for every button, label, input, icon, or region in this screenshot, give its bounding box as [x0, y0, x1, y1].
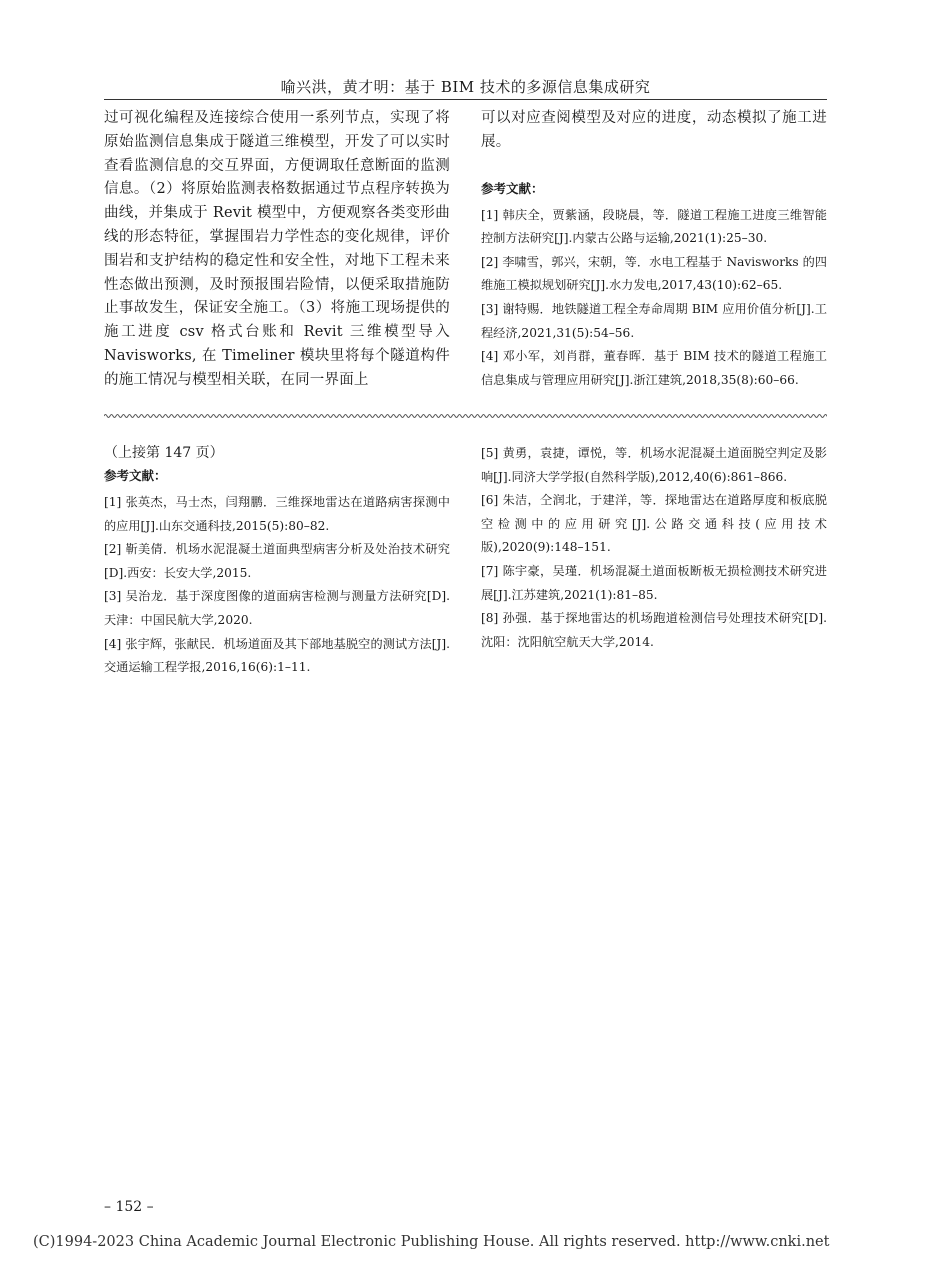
lower-left-column: [104, 442, 450, 680]
references-heading: 参考文献：: [481, 180, 544, 196]
reference-item: [4] 张宇辉，张献民．机场道面及其下部地基脱空的测试方法[J].交通运输工程学报,2016,16(6):1–11.: [104, 636, 450, 675]
reference-item: [5] 黄勇，袁捷，谭悦，等．机场水泥混凝土道面脱空判定及影响[J].同济大学学报(自然科学版),2012,40(6):861–866.: [481, 446, 827, 484]
wavy-separator: [104, 412, 827, 420]
header-rule: [104, 99, 827, 100]
reference-item: [7] 陈宇豪，吴瑾．机场混凝土道面板断板无损检测技术研究进展[J].江苏建筑,2021(1):81–85.: [481, 563, 827, 602]
references-heading: 参考文献：: [104, 468, 167, 483]
copyright-notice: (C)1994-2023 China Academic Journal Electronic Publishing House. All rights reserved. http://www.cnki.net: [33, 1234, 830, 1250]
reference-item: [1] 韩庆全，贾紫涵，段晓晨，等．隧道工程施工进度三维智能控制方法研究[J].内蒙古公路与运输,2021(1):25–30.: [481, 207, 827, 246]
continued-from-note: （上接第 147 页）: [104, 445, 224, 461]
reference-item: [1] 张英杰，马士杰，闫翔鹏．三维探地雷达在道路病害探测中的应用[J].山东交通科技,2015(5):80–82.: [104, 495, 450, 533]
body-paragraph-end: 可以对应查阅模型及对应的进度，动态模拟了施工进展。: [481, 110, 827, 150]
reference-item: [4] 邓小军，刘肖群，董春晖．基于 BIM 技术的隧道工程施工信息集成与管理应用研究[J].浙江建筑,2018,35(8):60–66.: [481, 349, 827, 387]
upper-left-column: [104, 107, 450, 393]
lower-right-column: [481, 442, 827, 654]
body-paragraph: 过可视化编程及连接综合使用一系列节点，实现了将原始监测信息集成于隧道三维模型，开发了可以实时查看监测信息的交互界面，方便调取任意断面的监测信息。（2）将原始监测表格数据通过节点程序转换为曲线，并集成于 Revit 模型中，方便观察各类变形曲线的形态特征，掌握围岩力学性态的变化规律，评价围岩和支护结构的稳定性和安全性，对地下工程未来性态做出预测，及时预报围岩险情，以便采取措施防止事故发生，保证安全施工。（3）将施工现场提供的施工进度 csv 格式台账和 Revit 三维模型导入 Navisworks, 在 Timeliner 模块里将每个隧道构件的施工情况与模型相关联，在同一界面上: [104, 110, 450, 388]
reference-item: [6] 朱洁，仝润北，于建洋，等．探地雷达在道路厚度和板底脱空检测中的应用研究[J].公路交通科技(应用技术版),2020(9):148–151.: [481, 493, 827, 555]
reference-item: [3] 吴治龙．基于深度图像的道面病害检测与测量方法研究[D].天津：中国民航大学,2020.: [104, 589, 450, 627]
running-title: 喻兴洪，黄才明：基于 BIM 技术的多源信息集成研究: [280, 78, 651, 96]
upper-right-column: [481, 107, 827, 392]
reference-item: [8] 孙强．基于探地雷达的机场跑道检测信号处理技术研究[D].沈阳：沈阳航空航天大学,2014.: [481, 611, 827, 649]
page-number: – 152 –: [104, 1199, 154, 1215]
reference-item: [2] 靳美倩．机场水泥混凝土道面典型病害分析及处治技术研究[D].西安：长安大学,2015.: [104, 542, 450, 580]
reference-item: [3] 谢特赐．地铁隧道工程全寿命周期 BIM 应用价值分析[J].工程经济,2021,31(5):54–56.: [481, 301, 827, 340]
reference-item: [2] 李啸雪，郭兴，宋朝，等．水电工程基于 Navisworks 的四维施工模拟规划研究[J].水力发电,2017,43(10):62–65.: [481, 254, 827, 293]
